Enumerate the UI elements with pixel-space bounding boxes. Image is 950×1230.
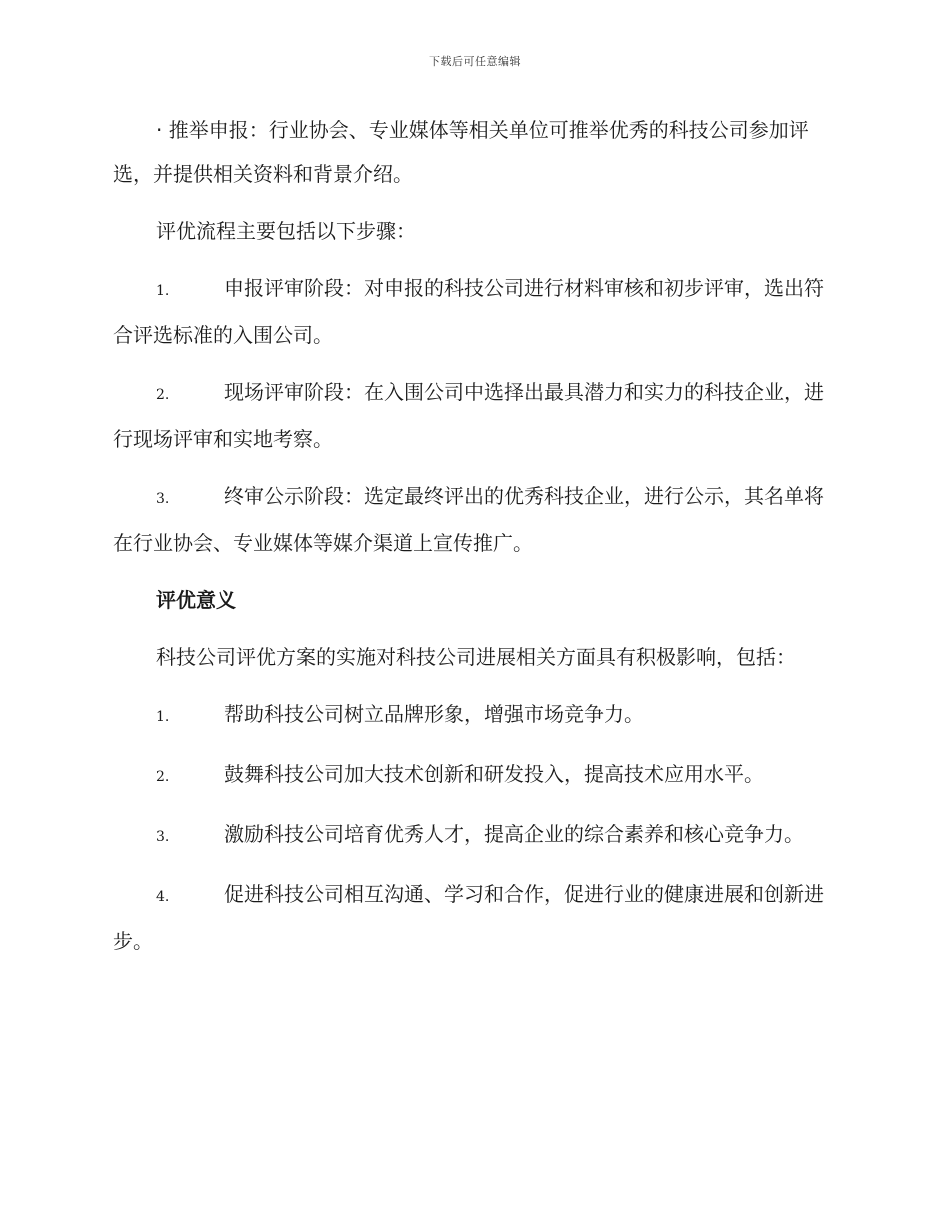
page-header: 下载后可任意编辑: [429, 55, 521, 68]
list-number: 1.: [156, 283, 170, 299]
list-item-text: 现场评审阶段：在入围公司中选择出最具潜力和实力的科技企业，进行现场评审和实地考察。: [113, 380, 824, 451]
list-number: 3.: [156, 829, 170, 845]
list-item-text: 鼓舞科技公司加大技术创新和研发投入，提高技术应用水平。: [224, 762, 764, 786]
document-body: [113, 108, 838, 976]
benefit-item: [113, 872, 838, 963]
process-step: [113, 266, 838, 357]
list-item-text: 申报评审阶段：对申报的科技公司进行材料审核和初步评审，选出符合评选标准的入围公司。: [113, 276, 824, 347]
list-item-text: 促进科技公司相互沟通、学习和合作，促进行业的健康进展和创新进步。: [113, 882, 824, 953]
paragraph-process-intro: 评优流程主要包括以下步骤：: [156, 219, 416, 243]
benefit-item: [113, 752, 838, 799]
benefit-item: [113, 812, 838, 859]
list-item-text: 帮助科技公司树立品牌形象，增强市场竞争力。: [224, 702, 644, 726]
list-item-text: 激励科技公司培育优秀人才，提高企业的综合素养和核心竞争力。: [224, 822, 804, 846]
benefit-item: [113, 692, 838, 739]
paragraph-significance-intro: 科技公司评优方案的实施对科技公司进展相关方面具有积极影响，包括：: [156, 645, 796, 669]
list-item-text: 终审公示阶段：选定最终评出的优秀科技企业，进行公示，其名单将在行业协会、专业媒体等媒介渠道上宣传推广。: [113, 484, 824, 555]
section-heading: 评优意义: [156, 588, 236, 612]
list-number: 2.: [156, 387, 170, 403]
process-step: [113, 370, 838, 461]
list-number: 1.: [156, 709, 170, 725]
list-number: 3.: [156, 491, 170, 507]
list-number: 2.: [156, 769, 170, 785]
process-step: [113, 474, 838, 565]
paragraph-nomination: · 推举申报：行业协会、专业媒体等相关单位可推举优秀的科技公司参加评选，并提供相关资料和背景介绍。: [113, 118, 809, 186]
list-number: 4.: [156, 889, 170, 905]
